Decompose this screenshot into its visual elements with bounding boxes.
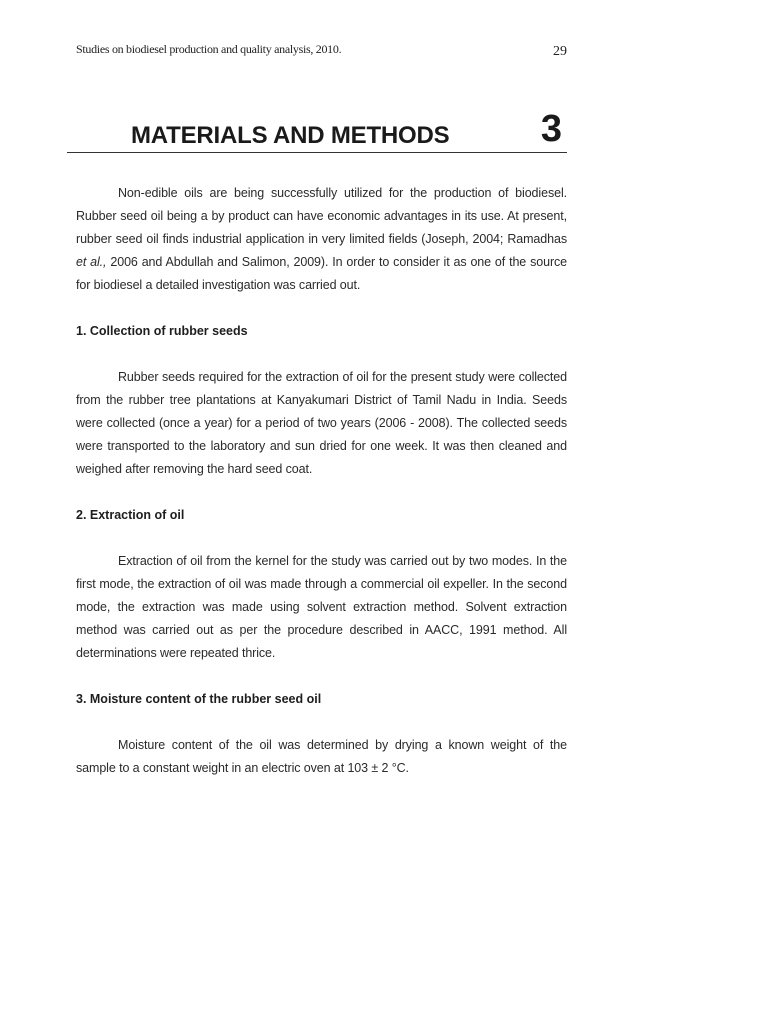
- running-header: [76, 42, 567, 62]
- section-paragraph-collection: Rubber seeds required for the extraction of oil for the present study were collected from the rubber tree plantations at Kanyakumari District of Tamil Nadu in India. Seeds were collected (once a year) for a period of two years (2006 - 2008). The collected seeds were transported to the laboratory and sun dried for one week. It was then cleaned and weighed after removing the hard seed coat.: [76, 370, 567, 476]
- body-text: [76, 182, 567, 803]
- chapter-title: MATERIALS AND METHODS: [131, 122, 450, 149]
- intro-text-before: Non-edible oils are being successfully utilized for the production of biodiesel. Rubber seed oil being a by product can have economic advantages in its use. At present, rubber seed oil finds industrial application in very limited fields (Joseph, 2004; Ramadhas: [76, 186, 567, 246]
- intro-italic: et al.,: [76, 255, 107, 269]
- running-title: Studies on biodiesel production and quality analysis, 2010.: [76, 42, 342, 56]
- section-heading-collection: 1. Collection of rubber seeds: [76, 324, 248, 338]
- section-heading-moisture: 3. Moisture content of the rubber seed oil: [76, 692, 322, 706]
- intro-paragraph: [76, 182, 567, 297]
- section-heading-extraction: 2. Extraction of oil: [76, 508, 185, 522]
- section-paragraph-extraction: Extraction of oil from the kernel for the study was carried out by two modes. In the first mode, the extraction of oil was made through a commercial oil expeller. In the second mode, the extraction was made using solvent extraction method. Solvent extraction method was carried out as per the procedure described in AACC, 1991 method. All determinations were repeated thrice.: [76, 554, 567, 660]
- chapter-heading: [67, 108, 567, 153]
- chapter-number: 3: [540, 108, 562, 150]
- intro-text-after: 2006 and Abdullah and Salimon, 2009). In order to consider it as one of the source for biodiesel a detailed investigation was carried out.: [76, 255, 568, 292]
- section-paragraph-moisture: Moisture content of the oil was determined by drying a known weight of the sample to a constant weight in an electric oven at 103 ± 2 °C.: [76, 738, 567, 775]
- page-number: 29: [553, 44, 567, 59]
